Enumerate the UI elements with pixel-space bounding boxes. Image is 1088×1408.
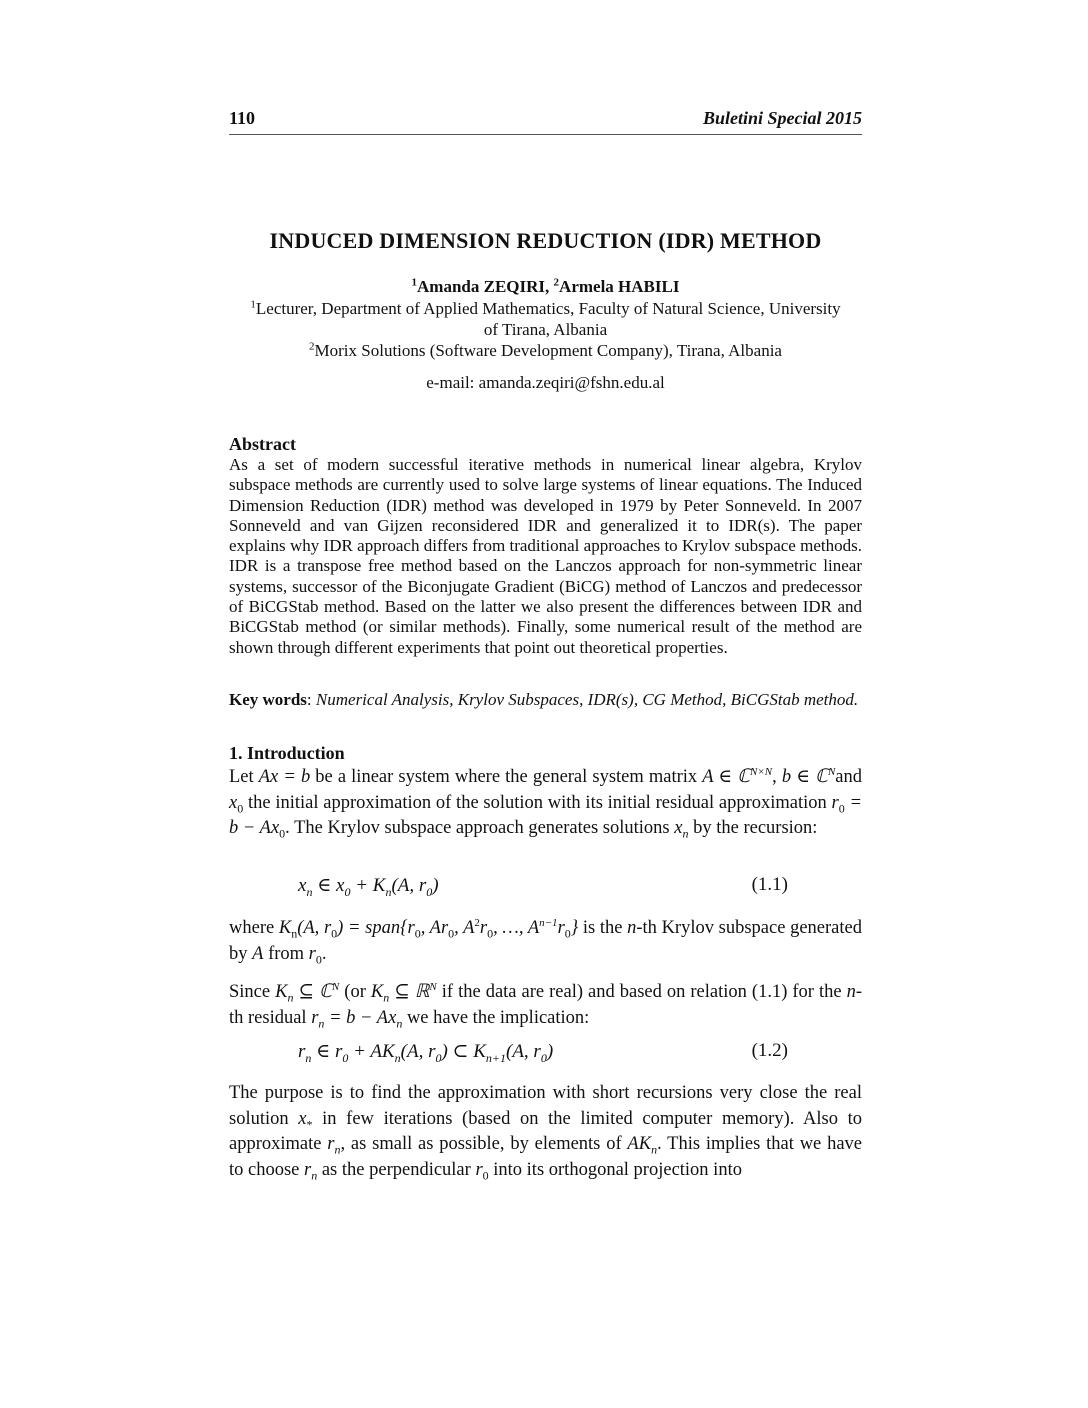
math-sub: n — [306, 884, 313, 899]
math-sub: 0 — [435, 1050, 442, 1065]
math: + K — [350, 875, 386, 896]
math-sub: n — [291, 926, 298, 941]
math: A — [252, 943, 264, 964]
affiliation-1-line1: Lecturer, Department of Applied Mathematics, Faculty of Natural Science, University — [255, 299, 841, 318]
math: , Ar — [420, 918, 449, 938]
math: ∈ x — [312, 875, 345, 896]
author1-name: Amanda ZEQIRI, — [417, 277, 554, 296]
math-sup: n−1 — [539, 916, 558, 929]
text: (or — [339, 982, 371, 1002]
math: x — [229, 792, 238, 813]
math-sub: * — [306, 1117, 313, 1132]
math-sup: N — [827, 765, 836, 778]
math: , A — [454, 918, 475, 938]
math-sup: 2 — [474, 916, 480, 929]
math-sub: n — [334, 1142, 341, 1157]
text: -th residual — [229, 982, 862, 1028]
affiliation-1-marker: 1 — [250, 298, 256, 311]
math: Ax = b — [258, 767, 311, 787]
text: into its orthogonal projection into — [488, 1159, 742, 1180]
math: ) = span{r — [337, 918, 415, 938]
keywords-label: Key words — [229, 690, 307, 709]
math: (A, r — [400, 1041, 436, 1062]
header-rule — [229, 134, 862, 135]
contact-email: e-mail: amanda.zeqiri@fshn.edu.al — [426, 373, 665, 392]
math: AK — [627, 1134, 652, 1154]
math: r — [298, 1041, 306, 1062]
text: is the — [578, 918, 628, 938]
math: ) — [546, 1041, 554, 1062]
text: and — [835, 767, 863, 787]
text: be a linear system where the general system matrix — [310, 767, 703, 787]
math-sup: N — [429, 980, 437, 993]
text: the initial approximation of the solution with its initial residual approximation — [243, 792, 832, 813]
math: ) — [432, 875, 439, 896]
abstract-heading: Abstract — [229, 434, 296, 454]
math: r — [475, 1159, 483, 1180]
math: (A, r — [506, 1041, 541, 1062]
text: . — [321, 943, 327, 964]
keywords-colon: : — [306, 690, 316, 709]
math: (A, r — [391, 875, 427, 896]
author2-name: Armela HABILI — [559, 277, 680, 296]
text: -th Krylov subspace generated by — [229, 918, 862, 964]
math: r — [831, 792, 839, 813]
math: + AK — [348, 1041, 395, 1062]
math-sub: 0 — [564, 926, 571, 941]
paper-title: INDUCED DIMENSION REDUCTION (IDR) METHOD — [269, 228, 822, 253]
math: ∈ r — [311, 1041, 343, 1062]
math-sub: 0 — [331, 926, 338, 941]
math-sub: 0 — [414, 926, 421, 941]
math: b ∈ ℂ — [781, 767, 828, 787]
intro-paragraph-2 — [229, 916, 862, 967]
math-sub: n — [394, 1050, 401, 1065]
text: if the data are real) and based on relation (1.1) for the — [436, 982, 847, 1002]
math-sub: 0 — [279, 826, 286, 841]
math: r — [304, 1159, 312, 1180]
math: n — [627, 918, 637, 938]
text: Since — [229, 982, 276, 1002]
intro-paragraph-1 — [229, 765, 862, 842]
math: = b − Ax — [324, 1007, 397, 1028]
equation-number: (1.1) — [751, 874, 788, 895]
math-sub: 0 — [482, 1168, 489, 1183]
math-sub: n — [318, 1016, 325, 1031]
math-sub: n — [287, 990, 294, 1005]
math-sub: n — [311, 1168, 318, 1183]
section-heading-introduction: 1. Introduction — [229, 743, 345, 763]
math-sub: 0 — [487, 926, 494, 941]
text: , as small as possible, by elements of — [340, 1134, 628, 1154]
math: ⊆ ℝ — [389, 982, 430, 1002]
math: A ∈ ℂ — [702, 767, 751, 787]
math: K — [370, 982, 384, 1002]
affiliation-2-text: Morix Solutions (Software Development Company), Tirana, Albania — [314, 341, 782, 360]
math-sub: n — [385, 884, 392, 899]
math-sub: 0 — [342, 1050, 349, 1065]
journal-name: Buletini Special 2015 — [702, 108, 862, 128]
math: x — [298, 875, 307, 896]
math: r — [327, 1134, 335, 1154]
math-sub: n — [305, 1050, 312, 1065]
author2-marker: 2 — [553, 276, 560, 289]
intro-paragraph-4 — [229, 1081, 862, 1183]
text: as the perpendicular — [317, 1159, 476, 1180]
text: from — [263, 943, 309, 964]
math-sub: 0 — [540, 1050, 547, 1065]
text: in few iterations (based on the limited computer memory). Also to approximate — [229, 1108, 862, 1154]
math-sub: n — [682, 826, 689, 841]
author1-marker: 1 — [411, 276, 418, 289]
affiliation-2-marker: 2 — [309, 340, 315, 353]
text: where — [229, 918, 279, 938]
text: . The Krylov subspace approach generates solutions — [285, 818, 675, 838]
math: x — [298, 1108, 307, 1129]
equation-1-1 — [298, 874, 788, 900]
intro-paragraph-3 — [229, 980, 862, 1031]
text: , — [772, 767, 782, 787]
math: ) ⊂ K — [441, 1041, 486, 1062]
math-sub: n — [396, 1016, 403, 1031]
math: , …, A — [493, 918, 540, 938]
math: ⊆ ℂ — [293, 982, 332, 1002]
equation-number: (1.2) — [751, 1040, 788, 1061]
text: . This implies that we have to choose — [229, 1134, 862, 1180]
math: } — [570, 918, 579, 938]
text: Let — [229, 767, 259, 787]
math-sub: 0 — [426, 884, 433, 899]
math-sub: 0 — [344, 884, 351, 899]
keywords — [229, 690, 862, 710]
affiliation-1 — [229, 298, 862, 340]
text: by the recursion: — [688, 818, 818, 838]
math-sub: n+1 — [485, 1050, 506, 1065]
math: K — [278, 918, 292, 938]
math-sub: n — [651, 1142, 658, 1157]
math-sup: N×N — [750, 765, 773, 778]
math-sub: 0 — [838, 801, 845, 816]
math-sub: 0 — [448, 926, 455, 941]
math-sub: 0 — [237, 801, 244, 816]
math-sub: n — [383, 990, 390, 1005]
text: we have the implication: — [402, 1007, 590, 1028]
math: r — [311, 1007, 319, 1028]
math: r — [479, 918, 488, 938]
abstract-text: As a set of modern successful iterative methods in numerical linear algebra, Krylov subspace methods are currently used to solve large systems of linear equations. The Induced Dimension Reduction (IDR) method was developed in 1979 by Peter Sonneveld. In 2007 Sonneveld and van Gijzen reconsidered IDR and generalized it to IDR(s). The paper explains why IDR approach differs from traditional approaches to Krylov subspace methods. IDR is a transpose free method based on the Lanczos approach for non-symmetric linear systems, successor of the Biconjugate Gradient (BiCG) method of Lanczos and predecessor of BiCGStab method. Based on the latter we also present the differences between IDR and BiCGStab method (or similar methods). Finally, some numerical result of the method are shown through different experiments that point out theoretical properties. — [229, 455, 862, 657]
math-sup: N — [331, 980, 340, 993]
affiliation-2 — [229, 340, 862, 361]
keywords-text: Numerical Analysis, Krylov Subspaces, IDR(s), CG Method, BiCGStab method. — [315, 690, 859, 709]
math: r — [308, 943, 316, 964]
math: K — [275, 982, 288, 1002]
text: The purpose is to find the approximation with short recursions very close the real solution — [229, 1083, 862, 1129]
math: r — [557, 918, 565, 938]
math: = b − Ax — [229, 792, 862, 838]
math: n — [846, 982, 856, 1002]
affiliation-1-line2: of Tirana, Albania — [483, 320, 608, 339]
math-sub: 0 — [315, 952, 322, 967]
author-line — [229, 276, 862, 297]
math: (A, r — [297, 918, 332, 938]
page-number: 110 — [229, 108, 256, 128]
math: x — [674, 818, 683, 838]
equation-1-2 — [298, 1040, 788, 1066]
running-header — [229, 108, 862, 132]
